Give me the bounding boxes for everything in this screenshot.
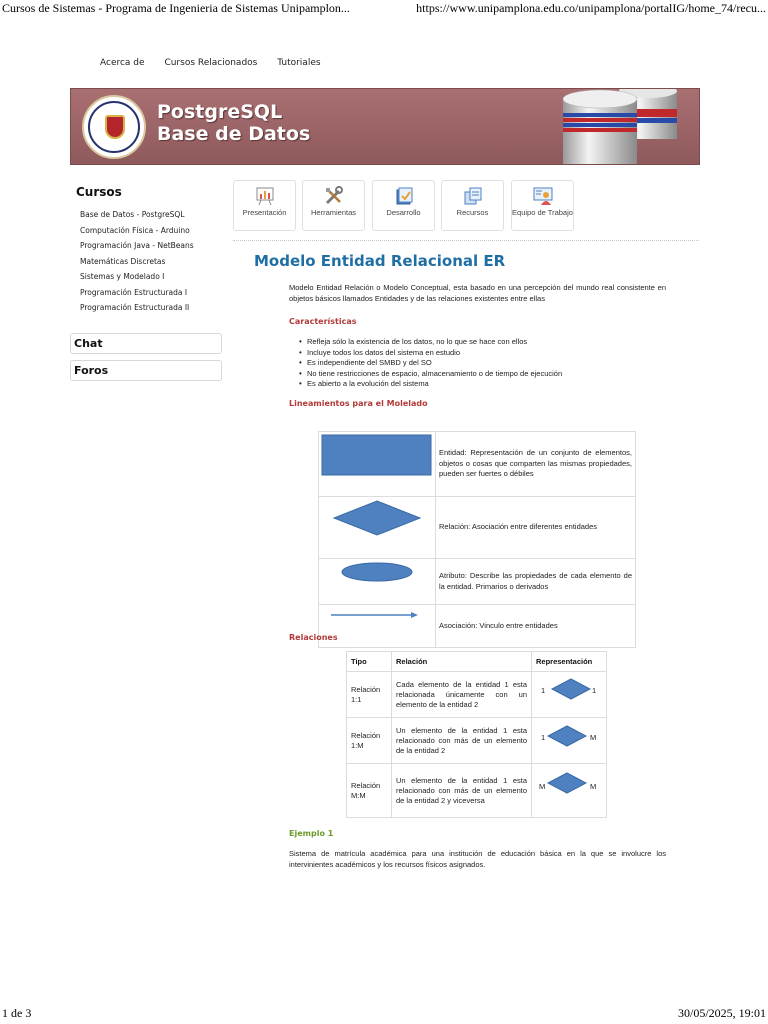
print-page-number: 1 de 3: [2, 1006, 32, 1020]
sidebar-course-link[interactable]: Programación Java - NetBeans: [80, 241, 194, 250]
tool-label: Equipo de Trabajo: [512, 208, 573, 217]
table-row: [319, 559, 636, 605]
section-title-example: Ejemplo 1: [289, 829, 334, 838]
tool-button-team[interactable]: [511, 180, 574, 231]
relation-description: Un elemento de la entidad 1 esta relacionado con más de un elemento de la entidad 2: [392, 718, 532, 764]
column-header: Relación: [392, 652, 532, 672]
sidebar-course-link[interactable]: Sistemas y Modelado I: [80, 272, 165, 281]
banner-title-line-2: Base de Datos: [157, 123, 311, 145]
chat-box[interactable]: Chat: [70, 333, 222, 354]
resources-icon: [463, 186, 483, 206]
cardinality-right: M: [590, 733, 597, 742]
database-icon: [561, 89, 681, 165]
print-page-url: https://www.unipamplona.edu.co/unipamplona/portalIG/home_74/recu...: [416, 1, 766, 15]
presentation-icon: [255, 186, 275, 206]
relations-table: [346, 651, 607, 818]
tool-label: Desarrollo: [386, 208, 421, 217]
relation-diamond-icon: [546, 723, 588, 749]
intro-text: Modelo Entidad Relación o Modelo Conceptual, esta basado en una percepción del mundo real consistente en objetos básicos llamados Entidades y de las relaciones existentes entre ellas: [289, 283, 666, 303]
cardinality-left: 1: [541, 733, 546, 742]
relation-representation: [532, 718, 607, 764]
toolbar-divider: [233, 240, 699, 241]
sidebar-course-link[interactable]: Computación Física - Arduino: [80, 225, 190, 235]
table-row: [347, 672, 607, 718]
cardinality-right: 1: [592, 686, 597, 695]
relation-representation: [532, 764, 607, 818]
tool-button-resources[interactable]: [441, 180, 504, 231]
top-nav: [100, 58, 338, 68]
guideline-text: Relación: Asociación entre diferentes entidades: [436, 497, 636, 559]
team-icon: [533, 186, 553, 206]
attribute-shape-cell: [319, 559, 436, 605]
sidebar: [70, 185, 222, 381]
relation-description: Un elemento de la entidad 1 esta relacionado con más de un elemento de la entidad 2 y viceversa: [392, 764, 532, 818]
sidebar-course-link[interactable]: Base de Datos - PostgreSQL: [80, 210, 185, 219]
entity-rectangle-shape: [319, 432, 435, 491]
table-row: [347, 764, 607, 818]
cardinality-left: 1: [541, 686, 546, 695]
tool-label: Herramientas: [310, 208, 356, 217]
relation-type: Relación 1:M: [347, 718, 392, 764]
cardinality-right: M: [590, 782, 597, 791]
sidebar-title: Cursos: [76, 185, 122, 199]
relation-diamond-icon: [546, 770, 588, 796]
list-item: • Incluye todos los datos del sistema en estudio: [307, 348, 562, 359]
table-row: [319, 497, 636, 559]
course-banner: [70, 88, 700, 165]
table-row: [347, 718, 607, 764]
tool-label: Recursos: [456, 208, 489, 217]
development-icon: [394, 186, 414, 206]
tools-icon: [324, 186, 344, 206]
features-list: [307, 337, 562, 390]
sidebar-course-link[interactable]: Programación Estructurada I: [80, 287, 188, 297]
guideline-text: Atributo: Describe las propiedades de cada elemento de la entidad. Primarios o derivados: [436, 559, 636, 605]
nav-link-related-courses[interactable]: Cursos Relacionados: [164, 58, 258, 68]
relation-representation: [532, 672, 607, 718]
print-header: [0, 0, 768, 18]
relation-shape-cell: [319, 497, 436, 559]
cardinality-left: M: [539, 782, 546, 791]
list-item: • No tiene restricciones de espacio, almacenamiento o de tiempo de ejecución: [307, 369, 562, 380]
print-footer: [0, 1006, 768, 1024]
sidebar-course-link[interactable]: Matemáticas Discretas: [80, 256, 166, 266]
table-row: [319, 432, 636, 497]
list-item: • Refleja sólo la existencia de los datos, no lo que se hace con ellos: [307, 337, 562, 348]
entity-shape-cell: [319, 432, 436, 497]
column-header: Tipo: [347, 652, 392, 672]
table-row: [319, 605, 636, 648]
print-datetime: 30/05/2025, 19:01: [677, 1006, 766, 1020]
guidelines-table: [318, 431, 636, 648]
relation-diamond-shape: [319, 497, 435, 553]
relation-diamond-icon: [550, 676, 592, 702]
main-content: [254, 252, 700, 270]
list-item: • Es independiente del SMBD y del SO: [307, 358, 562, 369]
example-text: Sistema de matrícula académica para una institución de educación básica en la que se involucre los intervinientes académicos y los recursos físicos asignados.: [289, 849, 666, 869]
tool-button-presentation[interactable]: [233, 180, 296, 231]
guideline-text: Entidad: Representación de un conjunto de elementos, objetos o cosas que comparten las mismas propiedades, pueden ser fuertes o débiles: [436, 432, 636, 497]
section-title-guidelines: Lineamientos para el Molelado: [289, 399, 428, 408]
list-item: • Es abierto a la evolución del sistema: [307, 379, 562, 390]
relation-description: Cada elemento de la entidad 1 esta relacionada únicamente con un elemento de la entidad 2: [392, 672, 532, 718]
table-header-row: [347, 652, 607, 672]
column-header: Representación: [532, 652, 607, 672]
section-title-features: Características: [289, 317, 357, 326]
sidebar-course-link[interactable]: Programación Estructurada II: [80, 303, 190, 312]
relation-type: Relación 1:1: [347, 672, 392, 718]
tool-label: Presentación: [242, 208, 287, 217]
nav-link-about[interactable]: Acerca de: [100, 58, 145, 68]
attribute-ellipse-shape: [319, 559, 435, 599]
tool-button-tools[interactable]: [302, 180, 365, 231]
page-title: Modelo Entidad Relacional ER: [254, 252, 506, 270]
nav-link-tutorials[interactable]: Tutoriales: [277, 58, 321, 68]
relation-type: Relación M:M: [347, 764, 392, 818]
forums-box[interactable]: Foros: [70, 360, 222, 381]
banner-title-line-1: PostgreSQL: [157, 101, 283, 123]
university-seal-logo: [82, 95, 146, 159]
tool-button-development[interactable]: [372, 180, 435, 231]
banner-title: [157, 101, 310, 145]
section-title-relations: Relaciones: [289, 633, 338, 642]
guideline-text: Asociación: Vinculo entre entidades: [436, 605, 636, 648]
print-page-title: Cursos de Sistemas - Programa de Ingenieria de Sistemas Unipamplon...: [2, 1, 350, 15]
